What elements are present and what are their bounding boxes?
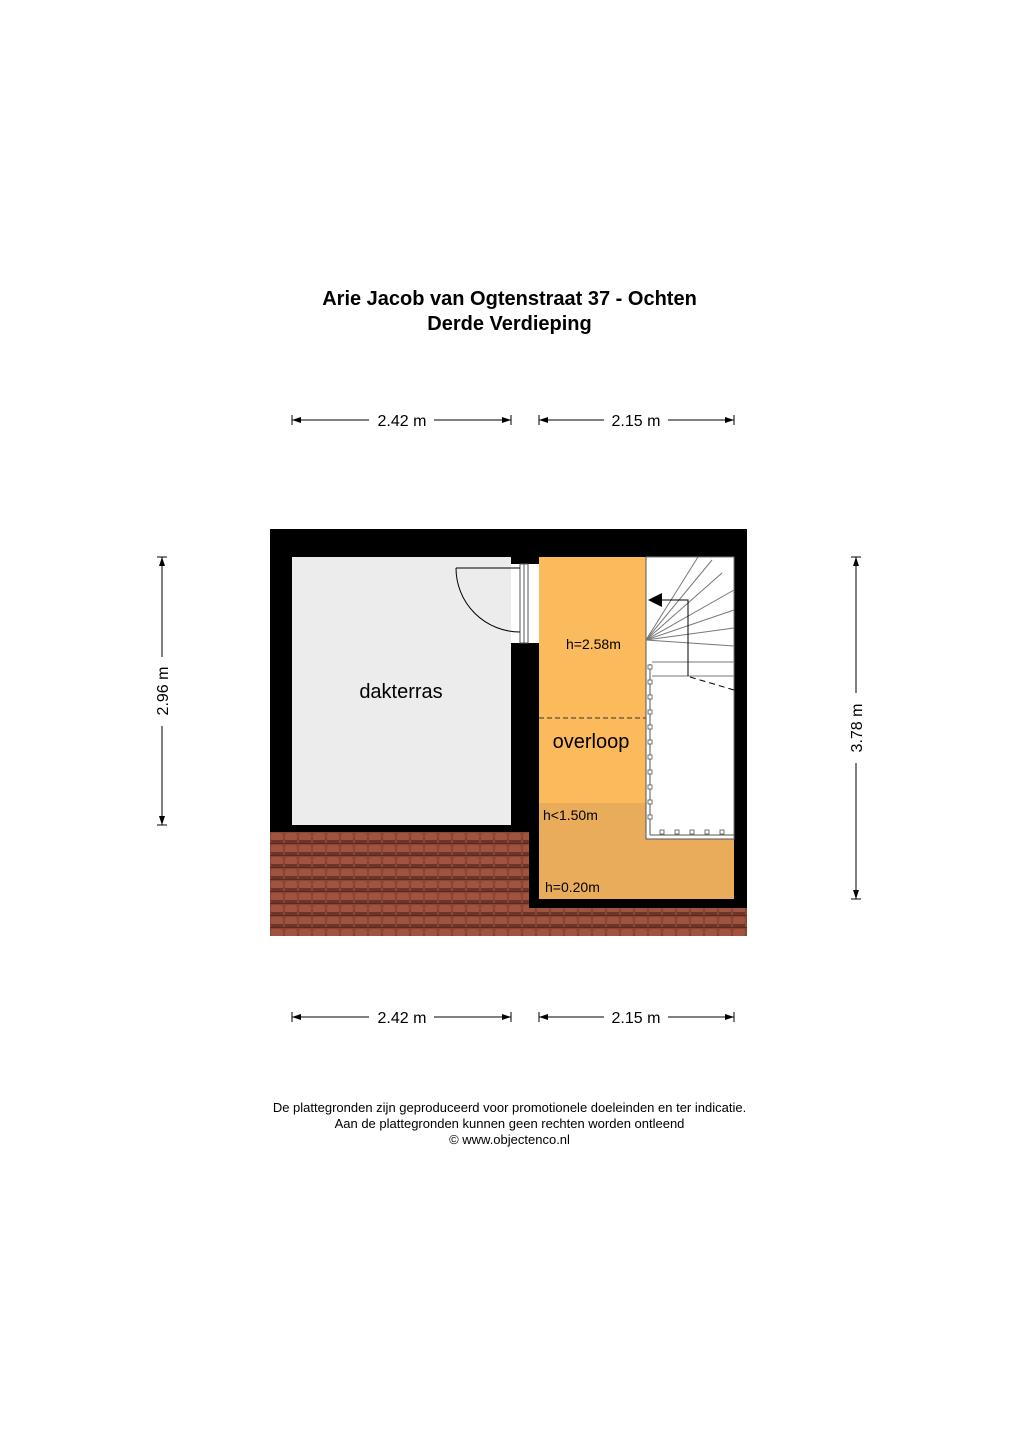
- roof-tiles-left: [270, 832, 529, 936]
- low-height-label: h<1.50m: [543, 807, 598, 823]
- disclaimer-line: Aan de plattegronden kunnen geen rechten worden ontleend: [334, 1116, 685, 1131]
- dimension-label: 2.42 m: [377, 413, 427, 430]
- min-height-label: h=0.20m: [545, 879, 600, 895]
- ceiling-height-label: h=2.58m: [566, 636, 621, 652]
- dimension-left: [155, 557, 172, 825]
- dimension-top-right: [539, 413, 734, 430]
- disclaimer-line: De plattegronden zijn geproduceerd voor promotionele doeleinden en ter indicatie.: [272, 1100, 747, 1115]
- dimension-label: 2.15 m: [611, 1010, 661, 1027]
- room-label-dakterras: dakterras: [359, 681, 443, 703]
- roof-tiles-bottom: [529, 908, 747, 936]
- dimension-label: 2.42 m: [377, 1010, 427, 1027]
- dimension-label: 2.15 m: [611, 413, 661, 430]
- dimension-right: [849, 557, 866, 899]
- dimension-label: 2.96 m: [155, 666, 172, 716]
- dimension-label: 3.78 m: [849, 703, 866, 753]
- overloop-floor: [539, 557, 646, 803]
- plan-title: Arie Jacob van Ogtenstraat 37 - Ochten: [322, 288, 697, 310]
- copyright-line: © www.objectenco.nl: [449, 1132, 570, 1147]
- dimension-bottom-left: [292, 1010, 511, 1027]
- staircase[interactable]: [646, 557, 734, 839]
- room-label-overloop: overloop: [552, 731, 630, 753]
- floor-name: Derde Verdieping: [427, 313, 592, 335]
- dimension-bottom-right: [539, 1010, 734, 1027]
- dimension-top-left: [292, 413, 511, 430]
